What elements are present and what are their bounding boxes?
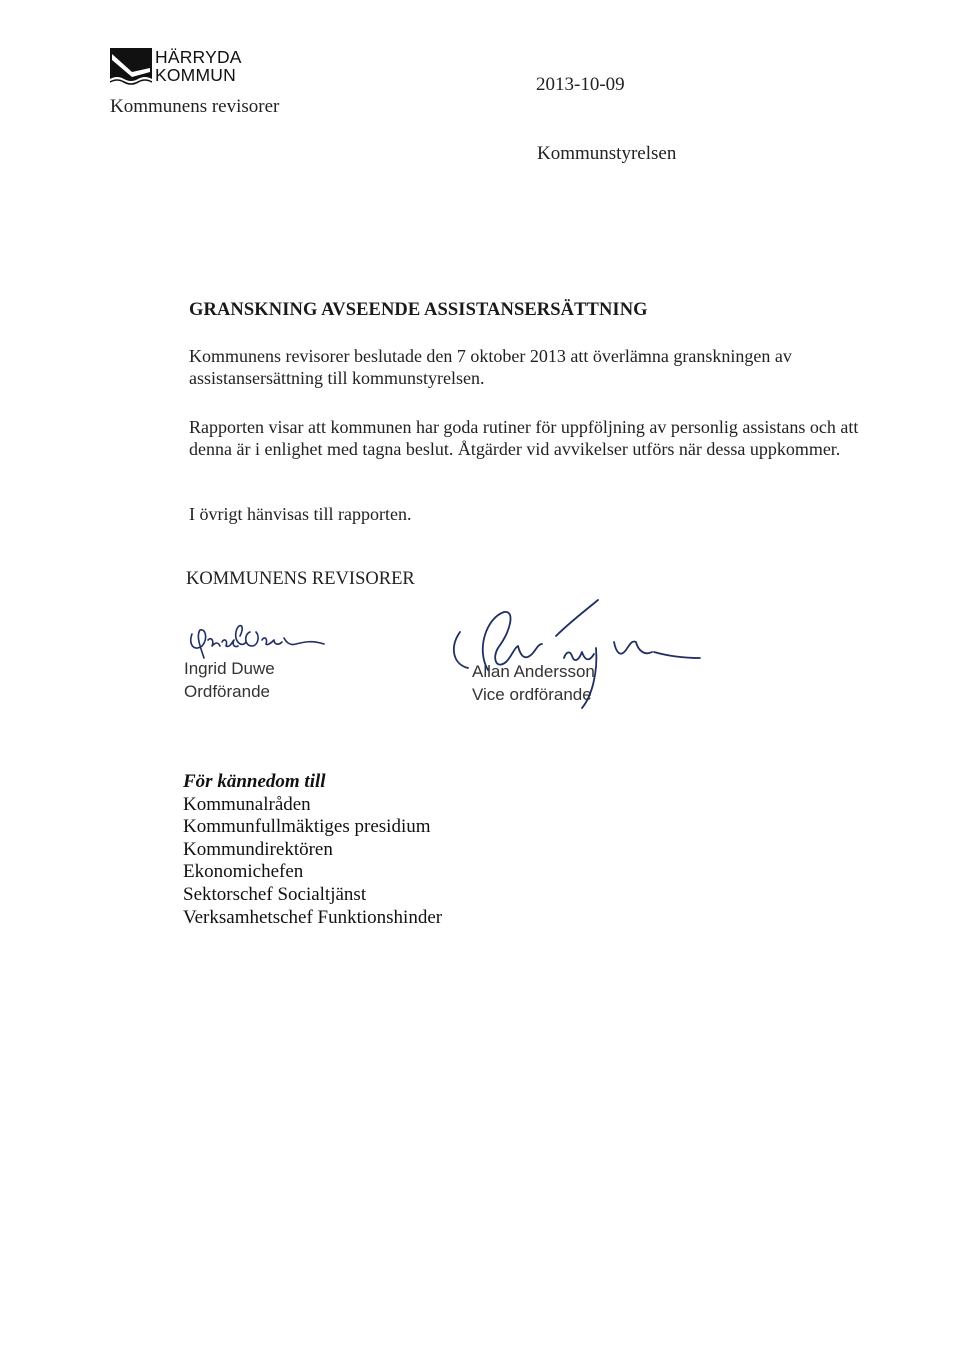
harryda-kommun-logo — [110, 48, 245, 86]
document-date: 2013-10-09 — [536, 74, 625, 95]
logo-text-line-1: HÄRRYDA — [155, 47, 242, 67]
logo-text — [155, 48, 242, 84]
signature-heading: KOMMUNENS REVISORER — [186, 569, 415, 589]
distribution-item: Kommunfullmäktiges presidium — [183, 816, 431, 838]
paragraph-findings: Rapporten visar att kommunen har goda rutiner för uppföljning av personlig assistans och att denna är i enlighet med tagna beslut. Åtgärder vid avvikelser utförs när dessa uppkommer. — [189, 417, 859, 459]
signer-role: Ordförande — [184, 682, 270, 701]
document-title: GRANSKNING AVSEENDE ASSISTANSERSÄTTNING — [189, 300, 648, 320]
distribution-item: Ekonomichefen — [183, 861, 304, 883]
signer-role: Vice ordförande — [472, 685, 592, 704]
recipient: Kommunstyrelsen — [537, 143, 677, 164]
signer-name: Allan Andersson — [472, 662, 595, 681]
paragraph-decision: Kommunens revisorer beslutade den 7 oktober 2013 att överlämna granskningen av assistansersättning till kommunstyrelsen. — [189, 346, 792, 388]
harryda-kommun-logo-icon — [110, 48, 152, 86]
signer-allan-andersson — [472, 660, 595, 706]
distribution-heading: För kännedom till — [183, 771, 326, 792]
signer-name: Ingrid Duwe — [184, 659, 275, 678]
distribution-item: Kommundirektören — [183, 838, 333, 860]
distribution-items — [183, 794, 442, 930]
signer-ingrid-duwe — [184, 657, 275, 703]
distribution-item: Kommunalråden — [183, 793, 311, 815]
distribution-list — [183, 771, 442, 929]
distribution-item: Sektorschef Socialtjänst — [183, 883, 367, 905]
distribution-item: Verksamhetschef Funktionshinder — [183, 906, 443, 928]
logo-text-line-2: KOMMUN — [155, 65, 236, 85]
org-unit: Kommunens revisorer — [110, 96, 280, 117]
paragraph-reference: I övrigt hänvisas till rapporten. — [189, 504, 412, 524]
